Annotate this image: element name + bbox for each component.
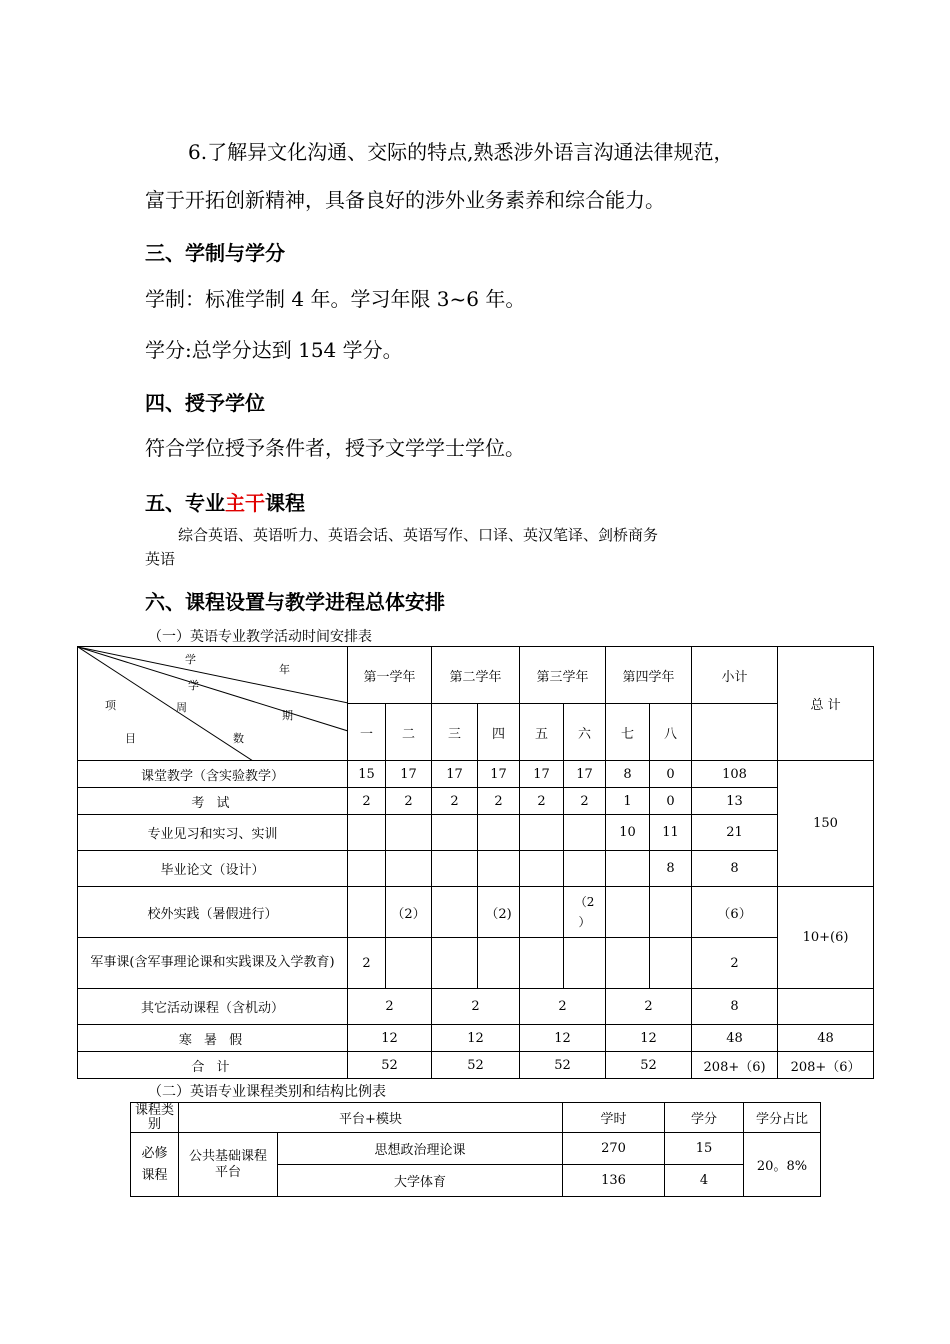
cell [386,938,432,989]
cell: 2 [386,788,432,815]
cell: 17 [520,761,564,788]
cell: 12 [348,1025,432,1052]
term-header: 六 [564,704,606,761]
cell: 17 [478,761,520,788]
term-header: 五 [520,704,564,761]
cell: 0 [650,788,692,815]
diag-label-xue1: 学 [185,653,196,666]
cell: 17 [386,761,432,788]
cell: 52 [520,1052,606,1079]
table-row [78,887,874,938]
cell [650,887,692,938]
credits-cell: 4 [665,1165,744,1197]
row-name: 寒 暑 假 [78,1025,348,1052]
cell: 2 [564,788,606,815]
total-cell: 48 [778,1025,874,1052]
row-name: 专业见习和实习、实训 [78,815,348,851]
subtotal-cell: 208+（6) [692,1052,778,1079]
cell: 12 [520,1025,606,1052]
table-row [78,851,874,887]
table-row [78,989,874,1025]
term-header: 二 [386,704,432,761]
cell [478,815,520,851]
term-header: 八 [650,704,692,761]
cell: 2 [432,989,520,1025]
category-cell: 必修课程 [131,1133,179,1197]
cell [348,815,386,851]
total-header: 总 计 [778,647,874,761]
row-name: 毕业论文（设计） [78,851,348,887]
cell: 52 [432,1052,520,1079]
heading-main-courses-red: 主干 [225,491,265,515]
table1-caption: （一）英语专业教学活动时间安排表 [148,629,372,645]
cell: 17 [432,761,478,788]
cell: 11 [650,815,692,851]
cell [348,887,386,938]
row-name: 合 计 [78,1052,348,1079]
table1-diagonal-header [78,647,348,761]
cell [650,938,692,989]
subtotal-cell: 8 [692,851,778,887]
total-group2: 10+(6) [778,887,874,989]
cell: 2 [348,938,386,989]
term-header: 三 [432,704,478,761]
cell: 15 [348,761,386,788]
cell [520,815,564,851]
table-row [78,761,874,788]
subtotal-cell: 48 [692,1025,778,1052]
platform-cell: 公共基础课程平台 [179,1133,278,1197]
diag-label-mu: 目 [125,732,136,745]
cell [348,851,386,887]
cell [432,938,478,989]
cell [606,851,650,887]
diag-label-qi: 期 [282,709,293,722]
heading-main-courses-pre: 五、专业 [145,491,225,515]
cell: 52 [606,1052,692,1079]
table-row [78,1052,874,1079]
ratio-cell: 20。8% [744,1133,821,1197]
diag-label-xiang: 项 [105,699,116,712]
cell: （2） [386,887,432,938]
schedule-table [77,646,874,1079]
cell: 2 [348,989,432,1025]
row-name: 考 试 [78,788,348,815]
heading-curriculum: 六、课程设置与教学进程总体安排 [145,590,445,614]
row-name: 其它活动课程（含机动） [78,989,348,1025]
cell: 12 [606,1025,692,1052]
cell [520,887,564,938]
structure-table [130,1102,821,1197]
cell: 2 [520,989,606,1025]
cell: 10 [606,815,650,851]
heading-main-courses [145,487,305,516]
cell [564,851,606,887]
diag-label-xue2: 学 [188,679,199,692]
diag-label-nian: 年 [279,663,290,676]
term-header: 一 [348,704,386,761]
hours-cell: 270 [563,1133,665,1165]
cell [606,938,650,989]
paragraph-xuefen: 学分:总学分达到 154 学分。 [145,338,403,362]
cell: 8 [650,851,692,887]
paragraph-xuezhi: 学制：标准学制 4 年。学习年限 3~6 年。 [145,287,526,311]
subtotal-cell: 2 [692,938,778,989]
cell: 1 [606,788,650,815]
cell [432,815,478,851]
table-row [78,938,874,989]
table-row [131,1133,821,1165]
cell [564,938,606,989]
row-name: 军事课(含军事理论课和实践课及入学教育) [78,938,348,989]
year-1-header: 第一学年 [348,647,432,704]
diagonal-lines [78,647,348,761]
platform-header: 平台+模块 [179,1103,563,1133]
total-cell [778,989,874,1025]
hours-cell: 136 [563,1165,665,1197]
cell [386,851,432,887]
cell: 8 [606,761,650,788]
cell [432,851,478,887]
cell [478,851,520,887]
subtotal-empty [692,704,778,761]
total-group1: 150 [778,761,874,887]
table-row [78,1025,874,1052]
cell: 2 [606,989,692,1025]
courses-line1: 综合英语、英语听力、英语会话、英语写作、口译、英汉笔译、剑桥商务 [178,526,659,544]
row-name: 校外实践（暑假进行） [78,887,348,938]
year-4-header: 第四学年 [606,647,692,704]
paragraph-6-line2: 富于开拓创新精神，具备良好的涉外业务素养和综合能力。 [145,188,665,212]
year-2-header: 第二学年 [432,647,520,704]
cell: 52 [348,1052,432,1079]
heading-xuezhi-xuefen: 三、学制与学分 [145,241,285,265]
cell [478,938,520,989]
cell [520,851,564,887]
year-3-header: 第三学年 [520,647,606,704]
credits-cell: 15 [665,1133,744,1165]
paragraph-6-line1: 6.了解异文化沟通、交际的特点,熟悉涉外语言沟通法律规范， [188,140,734,164]
cell: （2) [478,887,520,938]
heading-main-courses-post: 课程 [265,491,305,515]
row-name: 课堂教学（含实验教学） [78,761,348,788]
cell: 12 [432,1025,520,1052]
module-cell: 大学体育 [278,1165,563,1197]
hours-header: 学时 [563,1103,665,1133]
cell: 0 [650,761,692,788]
subtotal-cell: 13 [692,788,778,815]
subtotal-header: 小计 [692,647,778,704]
cell: 2 [520,788,564,815]
subtotal-cell: 21 [692,815,778,851]
table2-caption: （二）英语专业课程类别和结构比例表 [148,1084,386,1100]
subtotal-cell: （6） [692,887,778,938]
cell [432,887,478,938]
credits-header: 学分 [665,1103,744,1133]
cell [564,815,606,851]
diag-label-shu: 数 [233,732,244,745]
term-header: 四 [478,704,520,761]
cell: 2 [348,788,386,815]
cell [606,887,650,938]
cell: 2 [478,788,520,815]
term-header: 七 [606,704,650,761]
subtotal-cell: 8 [692,989,778,1025]
cell: （2 ） [564,887,606,938]
cell: 17 [564,761,606,788]
cell: 2 [432,788,478,815]
table-row [78,788,874,815]
table-row [78,815,874,851]
subtotal-cell: 108 [692,761,778,788]
paragraph-degree: 符合学位授予条件者，授予文学学士学位。 [145,436,525,460]
courses-line2: 英语 [145,550,176,568]
ratio-header: 学分占比 [744,1103,821,1133]
cell [520,938,564,989]
total-cell: 208+（6） [778,1052,874,1079]
cell [386,815,432,851]
heading-degree: 四、授予学位 [145,391,265,415]
module-cell: 思想政治理论课 [278,1133,563,1165]
category-header: 课程类别 [131,1103,179,1133]
diag-label-zhou: 周 [176,701,187,714]
